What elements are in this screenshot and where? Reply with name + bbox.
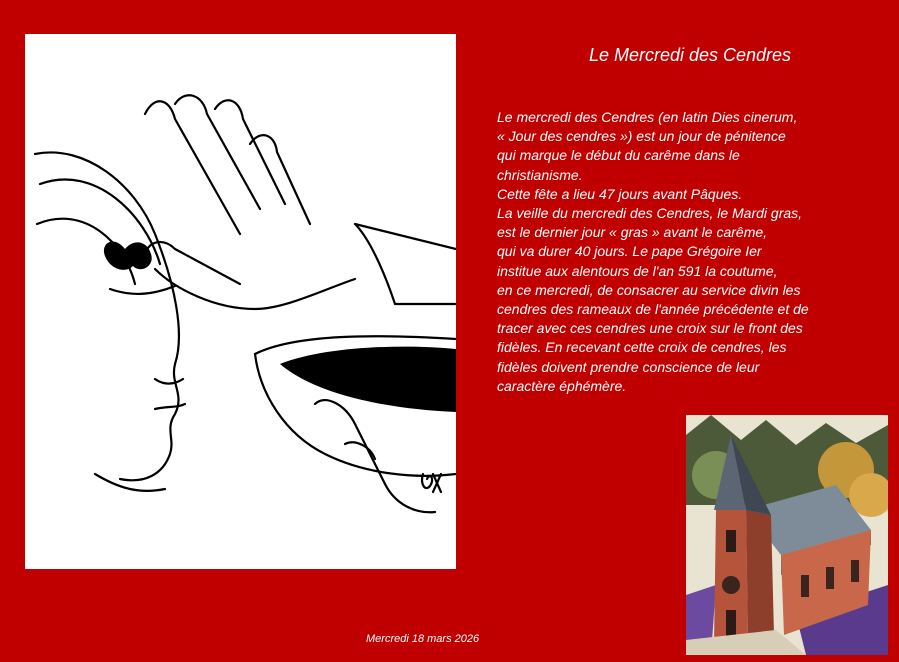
description-line: christianisme.	[497, 166, 583, 183]
description-line: est le dernier jour « gras » avant le carême,	[497, 224, 768, 241]
lip-line-1	[155, 379, 183, 384]
description-line: cendres des rameaux de l'année précédente et de	[497, 301, 809, 318]
ash-wednesday-illustration	[25, 34, 456, 569]
hand-finger-4	[250, 135, 310, 224]
description-line: caractère éphémère.	[497, 377, 627, 394]
hand-palm	[155, 269, 355, 309]
closed-eye	[110, 286, 175, 294]
footer-date: Mercredi 18 mars 2026	[366, 633, 480, 645]
sleeve	[355, 224, 456, 304]
ash-heart	[104, 241, 152, 269]
chin-line	[95, 474, 165, 491]
description-line: Le mercredi des Cendres (en latin Dies cinerum,	[497, 109, 798, 125]
hand-finger-3	[215, 100, 285, 204]
description-line: fidèles doivent prendre conscience de leur	[497, 358, 760, 375]
lip-line-2	[155, 404, 185, 409]
description-line: qui marque le début du carême dans le	[497, 147, 740, 164]
church-image	[686, 415, 888, 655]
description-line: institue aux alentours de l'an 591 la coutume,	[497, 262, 778, 279]
description-line: fidèles. En recevant cette croix de cendres, les	[497, 339, 787, 356]
holding-hand	[315, 400, 435, 512]
description-line: en ce mercredi, de consacrer au service divin les	[497, 281, 801, 298]
hand-finger-2	[175, 95, 260, 209]
description-line: Cette fête a lieu 47 jours avant Pâques.	[497, 185, 743, 202]
description-line: qui va durer 40 jours. Le pape Grégoire Ier	[497, 243, 762, 260]
face-outline	[35, 152, 179, 480]
description-text	[497, 108, 892, 396]
description-line: tracer avec ces cendres une croix sur le front des	[497, 320, 803, 337]
description-line: La veille du mercredi des Cendres, le Mardi gras,	[497, 205, 803, 222]
page-title: Le Mercredi des Cendres	[588, 45, 792, 65]
description-line: « Jour des cendres ») est un jour de pénitence	[497, 128, 786, 145]
hand-finger-1	[145, 101, 240, 234]
bowl-ashes	[280, 347, 456, 412]
